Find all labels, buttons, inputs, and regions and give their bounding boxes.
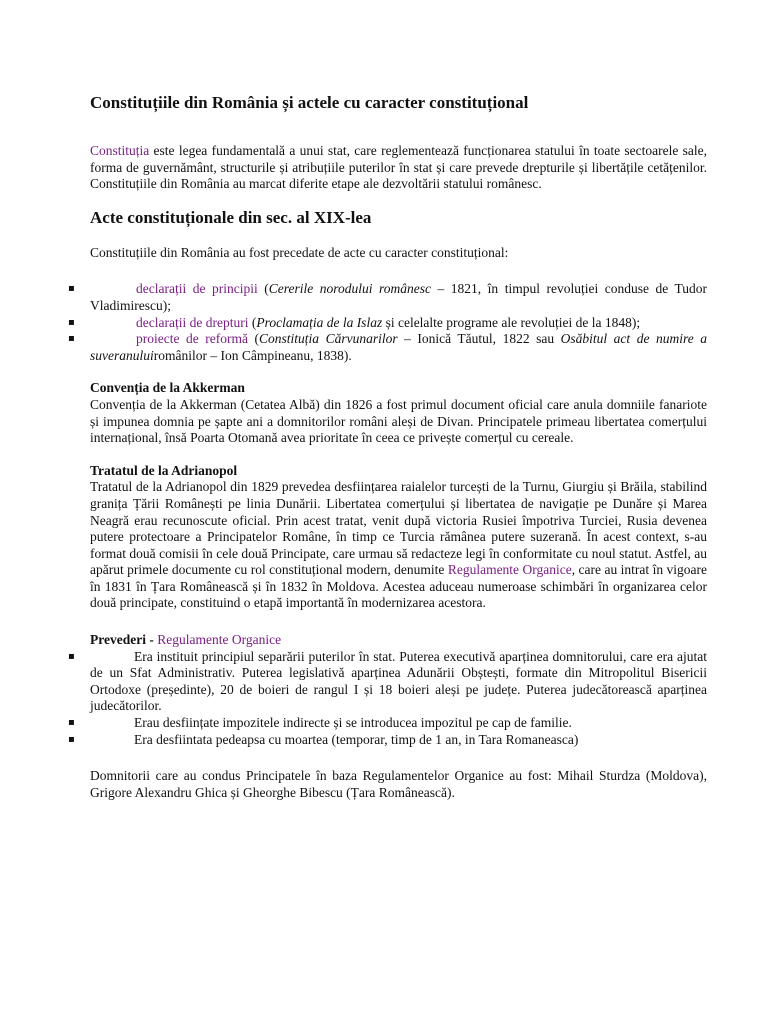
list-item: ▪ Era instituit principiul separării puterilor în stat. Puterea executivă aparținea domnitorului, care era ajutat de un Sfat Administrativ. Puterea legislativă aparținea Adunării Obștești, formate din Mitropolitul Bisericii Ortodoxe (președinte), 20 de boieri de rangul I și 18 boieri aleși pe județe. Puterea judecătorească aparținea judecătorilor.: [68, 648, 707, 714]
item-italic: Proclamația de la Islaz: [256, 314, 383, 330]
item-italic-2: Osăbitul act de numire a suveranului: [90, 331, 707, 363]
document-body: [68, 92, 708, 801]
page-title: Constituțiile din România și actele cu caracter constituțional: [90, 93, 529, 112]
proiecte-reforma-link[interactable]: proiecte de reformă: [136, 331, 248, 347]
square-bullet-icon: ▪: [68, 650, 75, 662]
constitutia-link[interactable]: Constituția: [90, 143, 150, 158]
adrianopol-heading: Tratatul de la Adrianopol: [90, 462, 238, 478]
akkerman-text: Convenția de la Akkerman (Cetatea Albă) din 1826 a fost primul document oficial care anula domniile fanariote și impunea domnia pe șapte ani a domnitorilor români aleși de Divan. Principatele primeau libertatea comerțului internațional, însă Poarta Otomană avea prioritate în ceea ce privește comerțul cu cereale.: [90, 396, 707, 446]
square-bullet-icon: ▪: [68, 717, 75, 729]
adrianopol-text: Tratatul de la Adrianopol din 1829 prevedea desființarea raialelor turcești de la Turnu, Giurgiu și Brăila, stabilind granița Țării Românești pe linia Dunării. Libertatea comerțului și libertatea de navigație pe Dunăre și Marea Neagră erau recunoscute oficial. Prin acest tratat, venit după victoria Rusiei împotriva Turciei, Rusia devenea putere protectoare a Principatelor Române, în timp ce Turcia rămânea putere suzerană. În acest context, s-au format două comisii în cele două Principate, care urmau să redacteze legi în conformitate cu noul statut. Astfel, au apărut primele documente cu rol constituțional modern, denumite Regulamente Organice, care au intrat în vigoare în 1831 în Țara Românească și în 1832 în Moldova. Acestea aduceau numeroase schimbări în organizarea celor două principate, constituind o etapă importantă în modernizarea acestora.: [90, 479, 708, 611]
prevederi-heading: Prevederi - Regulamente Organice: [90, 632, 282, 648]
declaratii-drepturi-link[interactable]: declarații de drepturi: [136, 314, 249, 330]
intro-text: este legea fundamentală a unui stat, care reglementează funcționarea statului în toate sectoarele sale, forma de guvernământ, structurile și atribuțiile puterilor în stat și care prevede drepturile și libertățile cetățenilor. Constituțiile din România au marcat diferite etape ale dezvoltării statului românesc.: [90, 143, 707, 192]
list-item: ▪ Erau desființate impozitele indirecte și se introducea impozitul pe cap de familie.: [68, 715, 572, 731]
item-italic: Cererile norodului românesc: [268, 281, 432, 297]
list-item: ▪ declarații de drepturi (Proclamația de la Islaz și celelalte programe ale revoluției de la 1848);: [68, 314, 641, 330]
item-italic: Constituția Cărvunarilor: [259, 331, 398, 347]
regulamente-organice-link[interactable]: Regulamente Organice: [447, 562, 572, 578]
list-item: ▪ declarații de principii (Cererile norodului românesc – 1821, în timpul revoluției conduse de Tudor Vladimirescu);: [68, 281, 707, 313]
acts-list: [68, 281, 707, 364]
acts-lead: Constituțiile din România au fost precedate de acte cu caracter constituțional:: [90, 244, 509, 260]
declaratii-principii-link[interactable]: declarații de principii: [136, 281, 258, 297]
conclusion-paragraph: Domnitorii care au condus Principatele în baza Regulamentelor Organice au fost: Mihail Sturdza (Moldova), Grigore Alexandru Ghica și Gheorghe Bibescu (Țara Românească).: [90, 768, 707, 800]
adrianopol-section: [90, 463, 707, 612]
akkerman-section: [90, 380, 707, 446]
section-heading-acts: Acte constituționale din sec. al XIX-lea: [90, 207, 372, 227]
square-bullet-icon: ▪: [68, 283, 75, 295]
square-bullet-icon: ▪: [68, 733, 75, 745]
prevederi-list: [68, 648, 707, 749]
intro-paragraph: [90, 143, 707, 193]
akkerman-heading: Convenția de la Akkerman: [90, 380, 245, 396]
prevederi-regulamente-link[interactable]: Regulamente Organice: [157, 632, 282, 648]
list-item: ▪ Era desfiintata pedeapsa cu moartea (temporar, timp de 1 an, in Tara Romaneasca): [68, 731, 579, 747]
list-item: ▪ proiecte de reformă (Constituția Cărvunarilor – Ionică Tăutul, 1822 sau Osăbitul act de numire a suveranuluiromânilor – Ion Câmpineanu, 1838).: [68, 331, 707, 363]
square-bullet-icon: ▪: [68, 333, 75, 345]
square-bullet-icon: ▪: [68, 316, 75, 328]
